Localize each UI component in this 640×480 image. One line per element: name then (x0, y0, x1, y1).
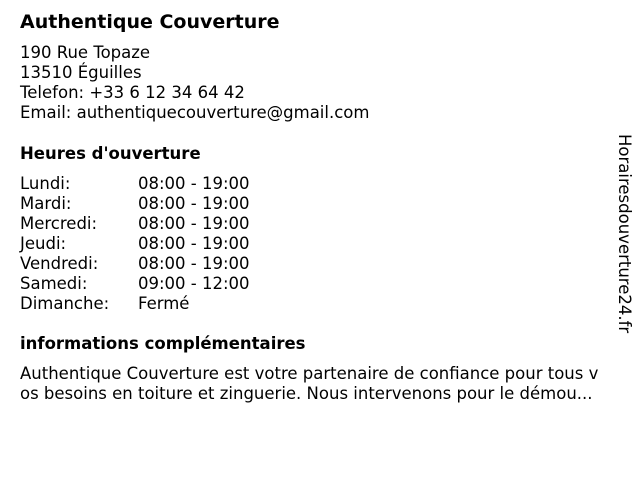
phone-number: Telefon: +33 6 12 34 64 42 (20, 83, 245, 102)
address-city: 13510 Éguilles (20, 63, 142, 82)
hours-day: Vendredi: (20, 254, 99, 273)
hours-time: 08:00 - 19:00 (138, 194, 250, 213)
hours-day: Dimanche: (20, 294, 110, 313)
hours-day: Mercredi: (20, 214, 98, 233)
hours-day: Mardi: (20, 194, 72, 213)
hours-time: 08:00 - 19:00 (138, 254, 250, 273)
info-heading: informations complémentaires (20, 334, 306, 353)
contact-block (20, 43, 369, 123)
email-address: Email: authentiquecouverture@gmail.com (20, 103, 370, 122)
hours-day: Lundi: (20, 174, 71, 193)
hours-heading: Heures d'ouverture (20, 144, 201, 163)
info-description (20, 364, 626, 404)
info-line: Authentique Couverture est votre partenaire de confiance pour tous v (20, 364, 599, 383)
hours-time: Fermé (138, 294, 190, 313)
hours-day: Samedi: (20, 274, 88, 293)
site-watermark: Horairesdouverture24.fr (615, 134, 634, 334)
hours-time: 08:00 - 19:00 (138, 214, 250, 233)
info-line: os besoins en toiture et zinguerie. Nous intervenons pour le démou... (20, 384, 593, 403)
address-street: 190 Rue Topaze (20, 43, 151, 62)
hours-day: Jeudi: (20, 234, 67, 253)
hours-time: 08:00 - 19:00 (138, 234, 250, 253)
hours-time: 09:00 - 12:00 (138, 274, 250, 293)
hours-time: 08:00 - 19:00 (138, 174, 250, 193)
business-name: Authentique Couverture (20, 11, 280, 33)
